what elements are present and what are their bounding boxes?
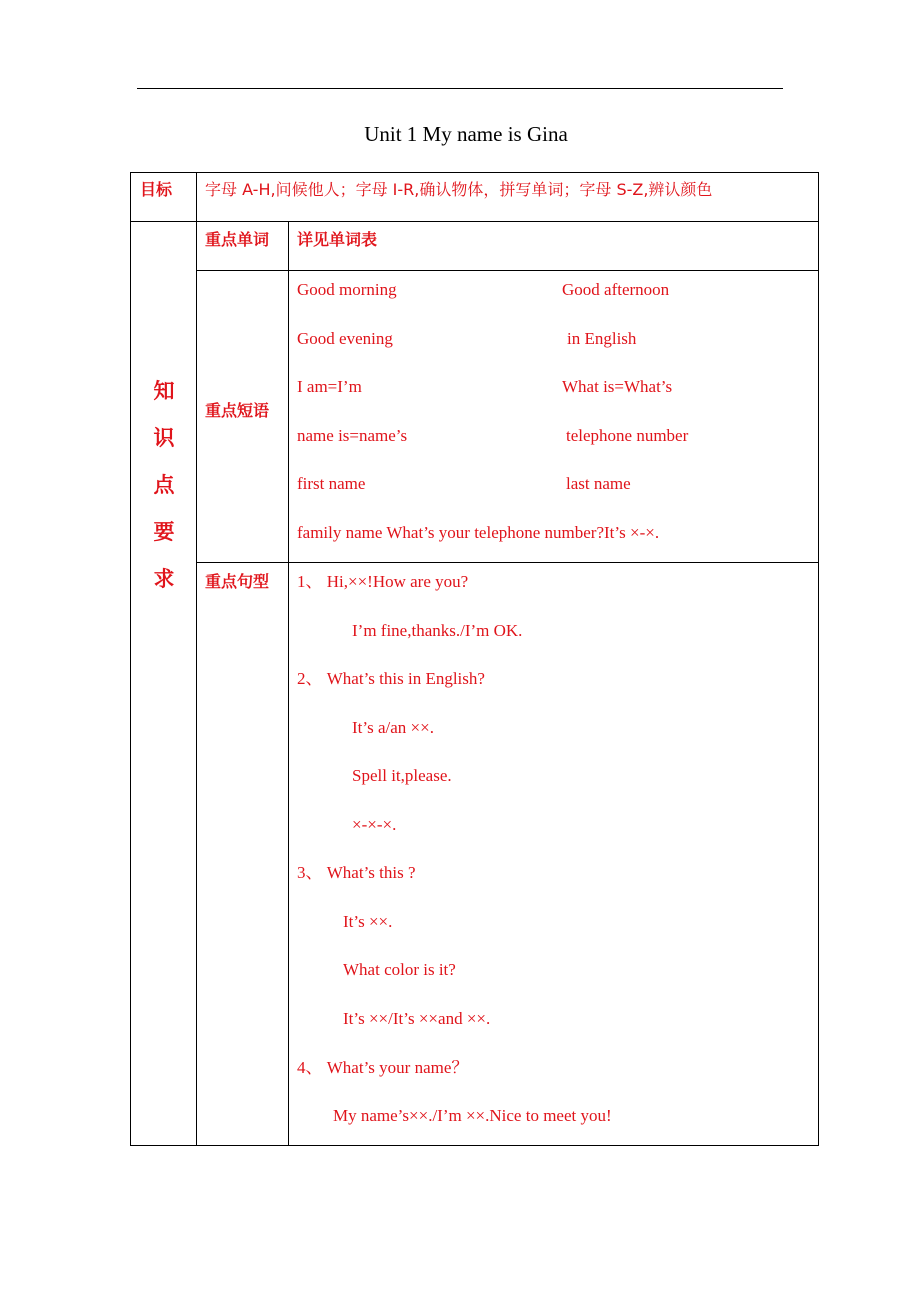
page-title: Unit 1 My name is Gina	[364, 122, 568, 146]
goal-text: 字母 A-H,问候他人；字母 I-R,确认物体，拼写单词；字母 S-Z,辨认颜色	[205, 180, 713, 199]
goal-label: 目标	[140, 180, 173, 199]
sentence-line: Spell it,please.	[352, 766, 452, 785]
sentence-line: 1、 Hi,××!How are you?	[297, 572, 469, 591]
phrase-item: Good evening	[297, 329, 393, 348]
key-words-label: 重点单词	[205, 230, 270, 249]
sentence-line: My name’s××./I’m ××.Nice to meet you!	[333, 1106, 612, 1125]
knowledge-requirements-label: 知 识 点 要 求	[153, 379, 175, 591]
sentence-line: 4、 What’s your name？	[297, 1058, 469, 1077]
phrase-item: telephone number	[566, 426, 689, 445]
sentence-line: 3、 What’s this ?	[297, 863, 416, 882]
phrase-item: Good morning	[297, 280, 397, 299]
sentence-line: It’s a/an ××.	[352, 718, 434, 737]
key-words-text: 详见单词表	[297, 230, 378, 249]
phrase-item: family name What’s your telephone number?It’s ×-×.	[297, 523, 660, 542]
phrase-item: in English	[567, 329, 637, 348]
key-sentences-label: 重点句型	[205, 572, 270, 591]
key-phrases-label: 重点短语	[205, 401, 270, 420]
phrase-item: What is=What’s	[562, 377, 673, 396]
sentence-line: ×-×-×.	[352, 815, 397, 834]
phrase-item: I am=I’m	[297, 377, 362, 396]
sentence-line: What color is it?	[343, 960, 456, 979]
sentence-line: It’s ××/It’s ××and ××.	[343, 1009, 491, 1028]
header-rule	[137, 88, 783, 89]
sentence-line: 2、 What’s this in English?	[297, 669, 485, 688]
phrase-item: last name	[566, 474, 631, 493]
sentence-line: It’s ××.	[343, 912, 393, 931]
phrase-item: Good afternoon	[562, 280, 670, 299]
phrase-item: first name	[297, 474, 366, 493]
sentence-line: I’m fine,thanks./I’m OK.	[352, 621, 523, 640]
phrase-item: name is=name’s	[297, 426, 408, 445]
